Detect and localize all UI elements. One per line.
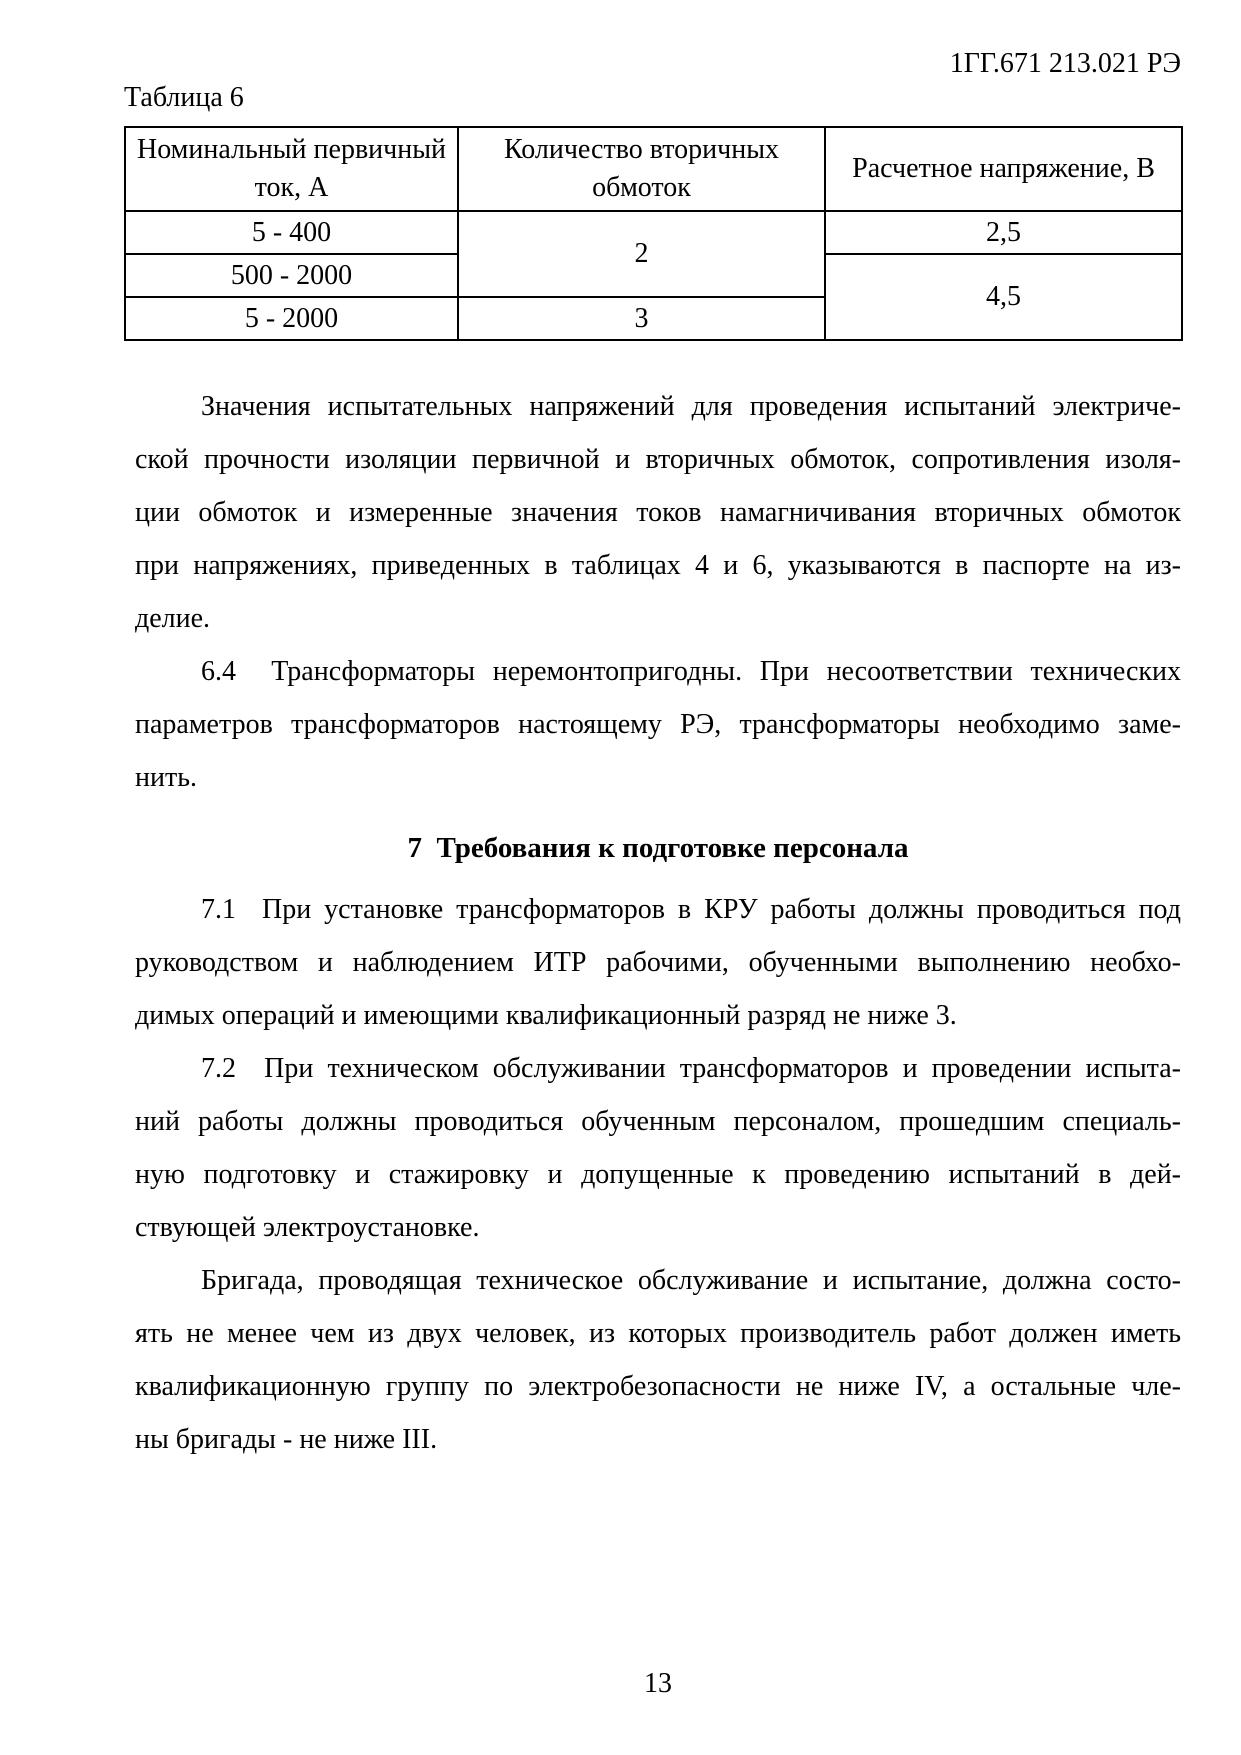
cell-windings-3: 3 bbox=[458, 297, 825, 340]
table6 bbox=[124, 126, 1183, 341]
text-line: 7.2 При техническом обслуживании трансформаторов и проведении испыта- bbox=[201, 1053, 1181, 1084]
text-line: делие. bbox=[135, 603, 211, 634]
text-line: Бригада, проводящая техническое обслуживание и испытание, должна состо- bbox=[201, 1265, 1181, 1296]
paragraph-6-4-non-repairable bbox=[135, 645, 1181, 804]
cell-current-5-400: 5 - 400 bbox=[125, 211, 458, 254]
cell-voltage-2-5: 2,5 bbox=[825, 211, 1182, 254]
paragraph-7-1-installation bbox=[135, 883, 1181, 1042]
header-rated-voltage: Расчетное напряжение, В bbox=[825, 127, 1182, 211]
body-text bbox=[135, 380, 1181, 1466]
table-row bbox=[125, 211, 1182, 254]
header-nominal-primary-current: Номинальный первичный ток, А bbox=[125, 127, 458, 211]
doc-number: 1ГГ.671 213.021 РЭ bbox=[949, 48, 1181, 79]
cell-current-500-2000: 500 - 2000 bbox=[125, 254, 458, 297]
text-line: ную подготовку и стажировку и допущенные к проведению испытаний в дей- bbox=[135, 1159, 1181, 1190]
text-line: нить. bbox=[135, 762, 197, 793]
text-line: при напряжениях, приведенных в таблицах 4 и 6, указываются в паспорте на из- bbox=[135, 550, 1181, 581]
cell-windings-2: 2 bbox=[458, 211, 825, 297]
text-line: 7.1 При установке трансформаторов в КРУ работы должны проводиться под bbox=[201, 894, 1181, 925]
text-line: ять не менее чем из двух человек, из которых производитель работ должен иметь bbox=[135, 1318, 1181, 1349]
paragraph-brigade-requirements bbox=[135, 1254, 1181, 1466]
cell-voltage-4-5: 4,5 bbox=[825, 254, 1182, 340]
text-line: Значения испытательных напряжений для проведения испытаний электриче- bbox=[201, 391, 1181, 422]
text-line: ции обмоток и измеренные значения токов намагничивания вторичных обмоток bbox=[135, 497, 1181, 528]
text-line: квалификационную группу по электробезопасности не ниже IV, а остальные чле- bbox=[135, 1371, 1181, 1402]
text-line: руководством и наблюдением ИТР рабочими, обученными выполнению необхо- bbox=[135, 947, 1181, 978]
text-line: димых операций и имеющими квалификационный разряд не ниже 3. bbox=[135, 1000, 957, 1031]
table-header-row bbox=[125, 127, 1182, 211]
section-7-heading: 7 Требования к подготовке персонала bbox=[407, 832, 909, 864]
text-line: ны бригады - не ниже III. bbox=[135, 1424, 438, 1455]
text-line: ний работы должны проводиться обученным персоналом, прошедшим специаль- bbox=[135, 1106, 1181, 1137]
text-line: ствующей электроустановке. bbox=[135, 1212, 480, 1243]
paragraph-insulation-tests bbox=[135, 380, 1181, 645]
text-line: 6.4 Трансформаторы неремонтопригодны. При несоответствии технических bbox=[201, 656, 1181, 687]
page-number: 13 bbox=[644, 1668, 672, 1699]
text-line: параметров трансформаторов настоящему РЭ, трансформаторы необходимо заме- bbox=[135, 709, 1181, 740]
header-secondary-windings-count: Количество вторичных обмоток bbox=[458, 127, 825, 211]
paragraph-7-2-maintenance bbox=[135, 1042, 1181, 1254]
text-line: ской прочности изоляции первичной и вторичных обмоток, сопротивления изоля- bbox=[135, 444, 1181, 475]
cell-current-5-2000: 5 - 2000 bbox=[125, 297, 458, 340]
table-caption: Таблица 6 bbox=[124, 82, 244, 113]
